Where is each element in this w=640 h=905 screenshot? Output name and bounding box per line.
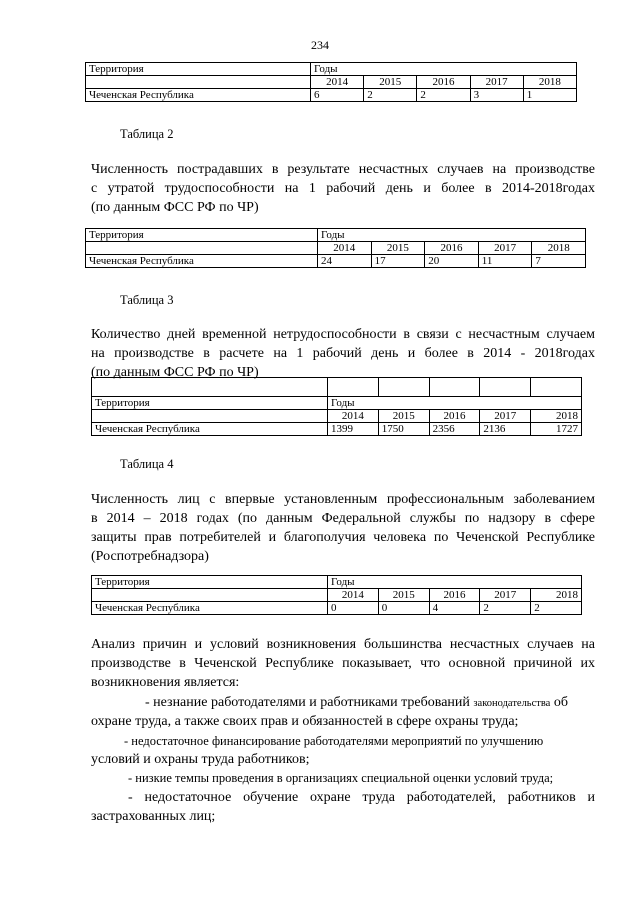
value-cell: 2 — [531, 602, 582, 615]
table-4 — [91, 575, 582, 615]
years-header: Годы — [318, 229, 586, 242]
territory-header: Территория — [86, 229, 318, 242]
value-cell: 2 — [417, 89, 470, 102]
table-1 — [85, 62, 577, 102]
table-header-row — [86, 63, 577, 76]
bullet-2-line-2: условий и охраны труда работников; — [91, 752, 310, 767]
territory-header: Территория — [92, 397, 328, 410]
heading-line: (по данным ФСС РФ по ЧР) — [91, 365, 259, 380]
year-cell: 2016 — [429, 589, 480, 602]
bullet-3: - низкие темпы проведения в организациях специальной оценки условий труда; — [128, 771, 554, 785]
value-cell: 0 — [378, 602, 429, 615]
table-4-caption: Таблица 4 — [120, 457, 174, 471]
heading-line: Численность лиц с впервые установленным профессиональным заболеванием — [91, 492, 595, 507]
table-row — [92, 602, 582, 615]
value-cell: 20 — [425, 255, 479, 268]
value-cell: 3 — [470, 89, 523, 102]
years-header: Годы — [328, 397, 582, 410]
value-cell: 1727 — [531, 423, 582, 436]
year-cell: 2014 — [318, 242, 372, 255]
year-cell: 2014 — [328, 410, 379, 423]
table-header-row — [92, 397, 582, 410]
year-cell: 2016 — [429, 410, 480, 423]
year-cell: 2014 — [311, 76, 364, 89]
value-cell: 2356 — [429, 423, 480, 436]
value-cell: 2 — [480, 602, 531, 615]
table-years-row — [92, 589, 582, 602]
body-line: производстве в Чеченской Республике показывает, что основной причиной их — [91, 656, 595, 671]
year-cell: 2017 — [478, 242, 532, 255]
table-3-heading — [91, 325, 595, 382]
value-cell: 1 — [523, 89, 576, 102]
bullet-text-small: законодательства — [473, 698, 551, 709]
region-cell: Чеченская Республика — [86, 89, 311, 102]
table-2-heading — [91, 160, 595, 217]
analysis-intro — [91, 635, 595, 692]
table-years-row — [86, 242, 586, 255]
heading-line: Численность пострадавших в результате несчастных случаев на производстве — [91, 162, 595, 177]
year-cell: 2016 — [425, 242, 479, 255]
year-cell: 2017 — [480, 410, 531, 423]
year-cell: 2017 — [470, 76, 523, 89]
page-number: 234 — [311, 38, 329, 52]
region-cell: Чеченская Республика — [92, 423, 328, 436]
value-cell: 17 — [371, 255, 425, 268]
value-cell: 2136 — [480, 423, 531, 436]
value-cell: 24 — [318, 255, 372, 268]
heading-line: на производстве в расчете на 1 рабочий день и более в 2014 - 2018годах — [91, 346, 595, 361]
table-3-caption: Таблица 3 — [120, 293, 174, 307]
value-cell: 1750 — [378, 423, 429, 436]
heading-line: с утратой трудоспособности на 1 рабочий день и более в 2014-2018годах — [91, 181, 595, 196]
value-cell: 11 — [478, 255, 532, 268]
year-cell: 2017 — [480, 589, 531, 602]
value-cell: 1399 — [328, 423, 379, 436]
table-empty-row — [92, 378, 582, 397]
table-row — [92, 423, 582, 436]
heading-line: в 2014 – 2018 годах (по данным Федеральной службы по надзору в сфере — [91, 511, 595, 526]
bullet-2-line-1: - недостаточное финансирование работодателями мероприятий по улучшению — [124, 734, 544, 748]
heading-line: (Роспотребнадзора) — [91, 549, 209, 564]
territory-header: Территория — [86, 63, 311, 76]
year-cell: 2015 — [364, 76, 417, 89]
bullet-1-line-1 — [145, 693, 595, 713]
year-cell: 2016 — [417, 76, 470, 89]
heading-line: (по данным ФСС РФ по ЧР) — [91, 200, 259, 215]
body-line: возникновения является: — [91, 675, 240, 690]
value-cell: 0 — [328, 602, 379, 615]
table-row — [86, 255, 586, 268]
heading-line: Количество дней временной нетрудоспособности в связи с несчастным случаем — [91, 327, 595, 342]
value-cell: 7 — [532, 255, 586, 268]
body-line: Анализ причин и условий возникновения большинства несчастных случаев на — [91, 637, 595, 652]
years-header: Годы — [328, 576, 582, 589]
heading-line: защиты прав потребителей и благополучия человека по Чеченской Республике — [91, 530, 595, 545]
table-4-heading — [91, 490, 595, 566]
year-cell: 2018 — [531, 410, 582, 423]
table-years-row — [92, 410, 582, 423]
table-3 — [91, 377, 582, 436]
year-cell: 2014 — [328, 589, 379, 602]
region-cell: Чеченская Республика — [92, 602, 328, 615]
bullet-4-line-1: - недостаточное обучение охране труда работодателей, работников и — [128, 790, 595, 805]
years-header: Годы — [311, 63, 577, 76]
table-row — [86, 89, 577, 102]
bullet-text: - незнание работодателями и работниками требований — [145, 695, 474, 710]
bullet-1-line-2: охране труда, а также своих прав и обязанностей в сфере охраны труда; — [91, 714, 519, 729]
table-header-row — [92, 576, 582, 589]
bullet-4-line-2: застрахованных лиц; — [91, 809, 216, 824]
year-cell: 2015 — [378, 410, 429, 423]
territory-header: Территория — [92, 576, 328, 589]
year-cell: 2018 — [523, 76, 576, 89]
year-cell: 2015 — [378, 589, 429, 602]
bullet-text: об — [550, 695, 568, 710]
value-cell: 4 — [429, 602, 480, 615]
table-header-row — [86, 229, 586, 242]
year-cell: 2015 — [371, 242, 425, 255]
value-cell: 6 — [311, 89, 364, 102]
table-2 — [85, 228, 586, 268]
value-cell: 2 — [364, 89, 417, 102]
region-cell: Чеченская Республика — [86, 255, 318, 268]
table-2-caption: Таблица 2 — [120, 127, 174, 141]
year-cell: 2018 — [532, 242, 586, 255]
year-cell: 2018 — [531, 589, 582, 602]
table-years-row — [86, 76, 577, 89]
